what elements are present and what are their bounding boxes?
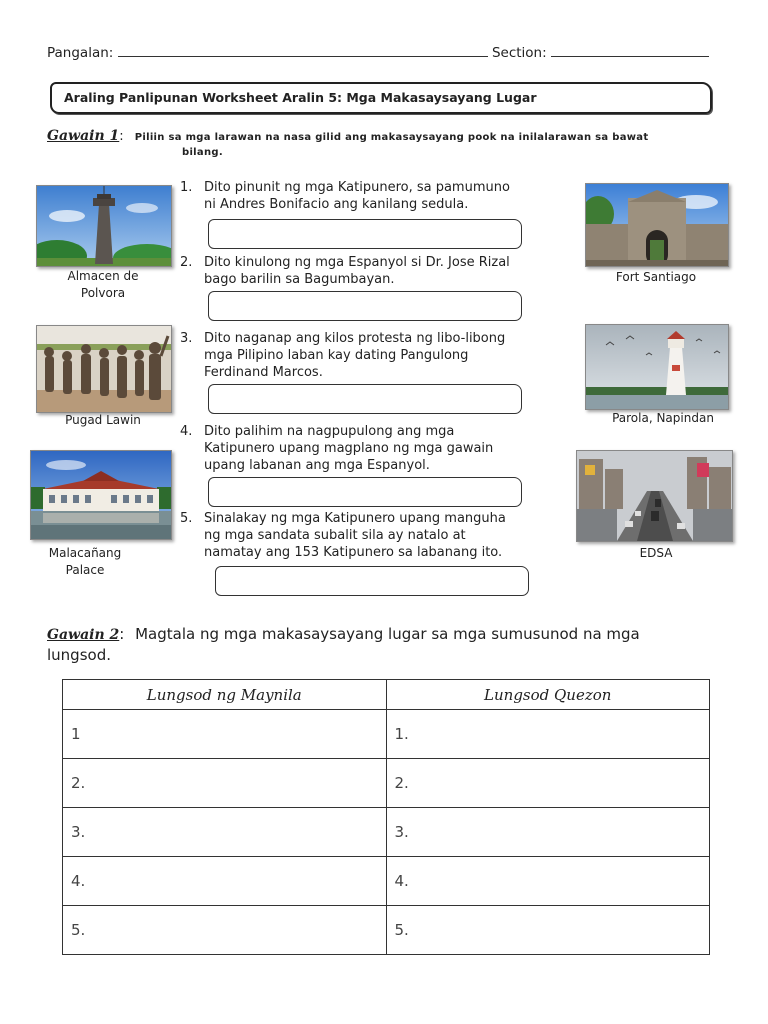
- answer-box-4[interactable]: [208, 477, 522, 507]
- table-cell[interactable]: 5.: [386, 906, 710, 955]
- question-5: 5. Sinalakay ng mga Katipunero upang manguha ng mga sandata subalit sila ay natalo at namatay ang 153 Katipunero sa labanang ito.: [180, 511, 506, 560]
- table-cell[interactable]: 3.: [63, 808, 387, 857]
- almacen-de-polvora-image: [36, 185, 172, 267]
- header-quezon: Lungsod Quezon: [386, 680, 710, 710]
- gawain1-instruction-2: bilang.: [182, 147, 223, 158]
- table-cell[interactable]: 1.: [386, 710, 710, 759]
- answer-box-1[interactable]: [208, 219, 522, 249]
- title-box: [50, 82, 712, 114]
- gawain1-instruction-1: Piliin sa mga larawan na nasa gilid ang makasaysayang pook na inilalarawan sa bawat: [134, 132, 649, 143]
- table-cell[interactable]: 2.: [63, 759, 387, 808]
- table-cell[interactable]: 4.: [386, 857, 710, 906]
- gawain2-table: [62, 679, 710, 955]
- question-3: 3. Dito naganap ang kilos protesta ng libo-libong mga Pilipino laban kay dating Pangulong Ferdinand Marcos.: [180, 331, 506, 380]
- question-2: 2. Dito kinulong ng mga Espanyol si Dr. Jose Rizal bago barilin sa Bagumbayan.: [180, 255, 510, 287]
- answer-box-2[interactable]: [208, 291, 522, 321]
- header-maynila: Lungsod ng Maynila: [63, 680, 387, 710]
- gawain2-label: Gawain 2: [47, 627, 120, 643]
- answer-box-5[interactable]: [215, 566, 529, 596]
- section-label: Section:: [491, 45, 547, 61]
- table-header-row: [63, 680, 710, 710]
- table-cell[interactable]: 1: [63, 710, 387, 759]
- pugad-lawin-caption: Pugad Lawin: [65, 413, 141, 427]
- table-row: [63, 857, 710, 906]
- gawain2-instruction-1: Magtala ng mga makasaysayang lugar sa mga sumusunod na mga: [135, 625, 640, 643]
- gawain2-instruction-2: lungsod.: [47, 646, 111, 664]
- gawain2-heading: Gawain 2: Magtala ng mga makasaysayang lugar sa mga sumusunod na mga: [47, 625, 640, 643]
- fort-santiago-caption: Fort Santiago: [615, 270, 697, 284]
- malacanang-caption: Malacañang Palace: [48, 546, 122, 577]
- gawain1-label: Gawain 1: [47, 128, 120, 144]
- name-line: [47, 44, 709, 61]
- pugad-lawin-image: [36, 325, 172, 413]
- almacen-caption: Almacen de Polvora: [67, 269, 139, 300]
- fort-santiago-image: [585, 183, 729, 267]
- answer-box-3[interactable]: [208, 384, 522, 414]
- gawain1-heading: Gawain 1: Piliin sa mga larawan na nasa gilid ang makasaysayang pook na inilalarawan sa bawat: [47, 128, 649, 144]
- table-cell[interactable]: 2.: [386, 759, 710, 808]
- worksheet-title: Araling Panlipunan Worksheet Aralin 5: Mga Makasaysayang Lugar: [64, 90, 537, 105]
- table-cell[interactable]: 5.: [63, 906, 387, 955]
- edsa-caption: EDSA: [639, 546, 673, 560]
- parola-napindan-image: [585, 324, 729, 410]
- table-row: [63, 906, 710, 955]
- name-field[interactable]: [118, 44, 488, 57]
- table-row: [63, 710, 710, 759]
- table-cell[interactable]: 3.: [386, 808, 710, 857]
- table-row: [63, 759, 710, 808]
- question-4: 4. Dito palihim na nagpupulong ang mga Katipunero upang magplano ng mga gawain upang labanan ang mga Espanyol.: [180, 424, 494, 473]
- parola-caption: Parola, Napindan: [612, 411, 714, 425]
- table-cell[interactable]: 4.: [63, 857, 387, 906]
- question-1: 1. Dito pinunit ng mga Katipunero, sa pamumuno ni Andres Bonifacio ang kanilang sedula.: [180, 180, 510, 212]
- malacanang-palace-image: [30, 450, 172, 540]
- edsa-image: [576, 450, 733, 542]
- table-row: [63, 808, 710, 857]
- section-field[interactable]: [551, 44, 709, 57]
- name-label: Pangalan:: [47, 45, 114, 61]
